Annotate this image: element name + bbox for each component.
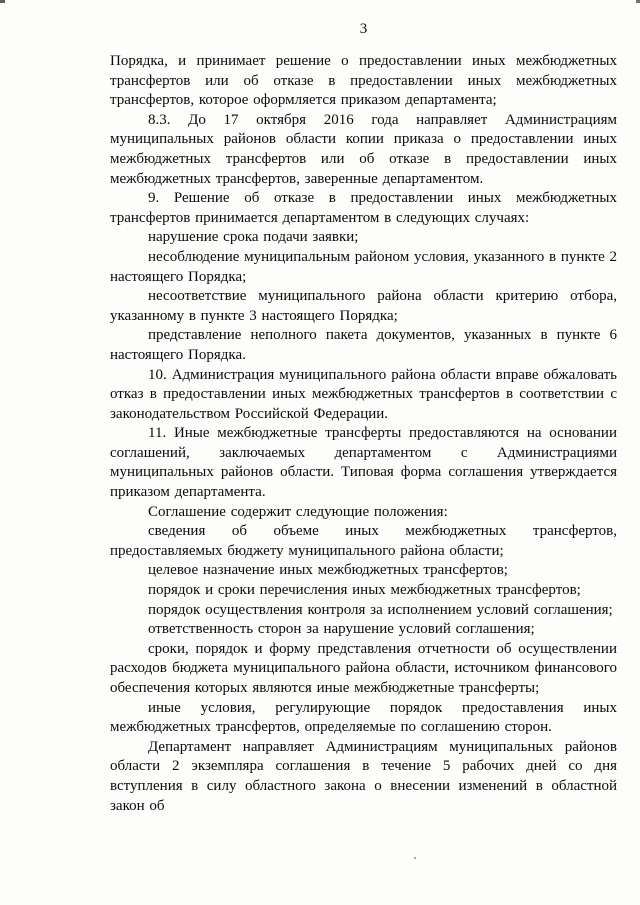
scan-artifact [414,857,416,859]
paragraph: Департамент направляет Администрациям муниципальных районов области 2 экземпляра соглашения в течение 5 рабочих дней со дня вступления в силу областного закона о внесении изменений в областной закон об [110,738,617,814]
paragraph: целевое назначение иных межбюджетных трансфертов; [148,562,508,579]
paragraph: Соглашение содержит следующие положения: [148,503,448,520]
paragraph: Порядка, и принимает решение о предоставлении иных межбюджетных трансфертов или об отказе в предоставлении иных межбюджетных трансфертов, которое оформляется приказом департамента; [110,53,617,109]
paragraph: несоблюдение муниципальным районом условия, указанного в пункте 2 настоящего Порядка; [110,248,617,285]
paragraph: представление неполного пакета документов, указанных в пункте 6 настоящего Порядка. [110,327,617,363]
scan-artifact [0,0,5,3]
paragraph: порядок осуществления контроля за исполнением условий соглашения; [148,601,613,618]
paragraph: 10. Администрация муниципального района области вправе обжаловать отказ в предоставлении иных межбюджетных трансфертов в соответствии с законодательством Российской Федерации. [110,366,617,422]
paragraph: порядок и сроки перечисления иных межбюджетных трансфертов; [148,582,581,599]
paragraph: 9. Решение об отказе в предоставлении иных межбюджетных трансфертов принимается департаментом в следующих случаях: [110,190,617,226]
paragraph: ответственность сторон за нарушение условий соглашения; [148,621,535,638]
paragraph: 8.3. До 17 октября 2016 года направляет Администрациям муниципальных районов области копии приказа о предоставлении иных межбюджетных трансфертов или об отказе в предоставлении иных межбюджетных трансфертов, заверенные департаментом. [110,111,617,187]
paragraph: несоответствие муниципального района области критерию отбора, указанному в пункте 3 настоящего Порядка; [110,288,617,324]
paragraph: сроки, порядок и форму представления отчетности об осуществлении расходов бюджета муниципального района области, источником финансового обеспечения которых являются иные межбюджетные трансферты; [110,640,617,696]
page-number: 3 [359,21,368,37]
paragraph: нарушение срока подачи заявки; [148,229,359,246]
paragraph: 11. Иные межбюджетные трансферты предоставляются на основании соглашений, заключаемых департаментом с Администрациями муниципальных районов области. Типовая форма соглашения утверждается приказом департамента. [110,425,617,501]
scan-artifact [636,0,640,3]
paragraph: иные условия, регулирующие порядок предоставления иных межбюджетных трансфертов, определяемые по соглашению сторон. [110,699,617,736]
document-content [110,52,617,816]
paragraph: сведения об объеме иных межбюджетных трансфертов, предоставляемых бюджету муниципального района области; [110,523,617,559]
